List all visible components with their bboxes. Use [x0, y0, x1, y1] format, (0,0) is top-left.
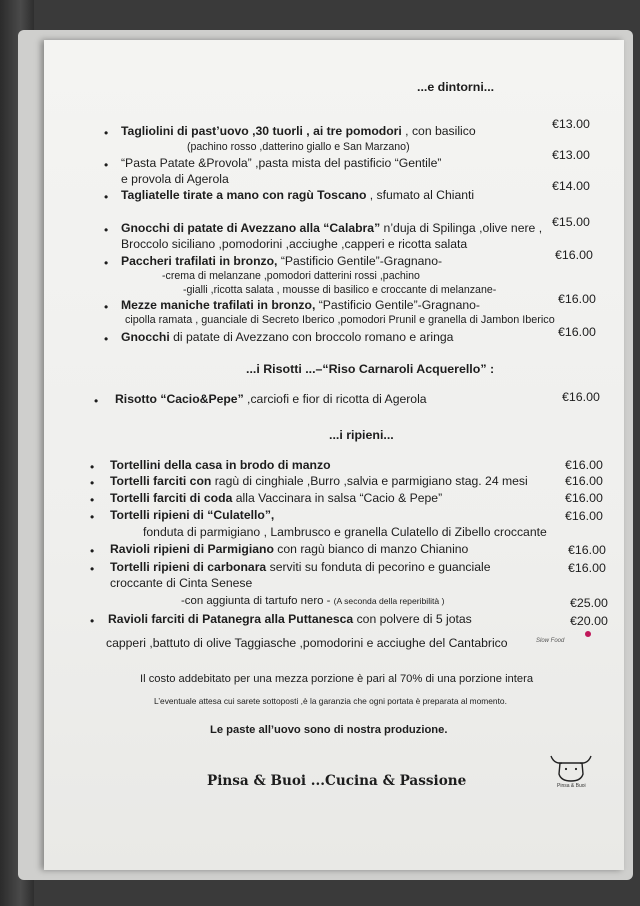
- slow-food-icon: [585, 631, 591, 637]
- price-paccheri: €16.00: [555, 248, 593, 262]
- menu-item-gnocchi-broccolo: Gnocchi di patate di Avezzano con broccolo romano e aringa: [121, 330, 454, 344]
- price-gnocchi-calabra: €15.00: [552, 215, 590, 229]
- price-tortelli-carbonara: €16.00: [568, 561, 606, 575]
- price-tortelli-cinghiale: €16.00: [565, 474, 603, 488]
- sub-paccheri-1: -crema di melanzane ,pomodori datterini rossi ,pachino: [162, 270, 420, 282]
- bullet: •: [104, 300, 109, 314]
- bullet: •: [104, 223, 109, 237]
- price-ravioli-parmigiano: €16.00: [568, 543, 606, 557]
- bullet: •: [90, 614, 95, 628]
- note-attesa: L’eventuale attesa cui sarete sottoposti ,è la garanzia che ogni portata è preparata al momento.: [154, 696, 507, 706]
- menu-item-ravioli-patanegra: Ravioli farciti di Patanegra alla Puttanesca con polvere di 5 jotas: [108, 612, 472, 626]
- menu-item-tortelli-cinghiale: Tortelli farciti con ragù di cinghiale ,Burro ,salvia e parmigiano stag. 24 mesi: [110, 474, 528, 488]
- menu-item-tortelli-culatello: Tortelli ripieni di “Culatello”,: [110, 508, 275, 522]
- price-tagliatelle: €14.00: [552, 179, 590, 193]
- menu-item-ravioli-parmigiano: Ravioli ripieni di Parmigiano con ragù bianco di manzo Chianino: [110, 542, 469, 556]
- section-title-dintorni: ...e dintorni...: [417, 80, 495, 94]
- menu-item-tagliolini: Tagliolini di past’uovo ,30 tuorli , ai tre pomodori , con basilico: [121, 124, 476, 138]
- price-tortelli-coda: €16.00: [565, 491, 603, 505]
- menu-item-tortelli-carbonara: Tortelli ripieni di carbonara serviti su fonduta di pecorino e guanciale: [110, 560, 491, 574]
- bullet: •: [90, 476, 95, 490]
- sub-paccheri-2: -gialli ,ricotta salata , mousse di basilico e croccante di melanzane-: [183, 284, 497, 296]
- section-title-risotti: ...i Risotti ...–“Riso Carnaroli Acquerello” :: [246, 362, 495, 376]
- menu-item-mezze-maniche: Mezze maniche trafilati in bronzo, “Pastificio Gentile”-Gragnano-: [121, 298, 480, 312]
- slogan: Pinsa & Buoi ...Cucina & Passione: [207, 773, 467, 789]
- bullet: •: [104, 190, 109, 204]
- menu-item-tagliatelle: Tagliatelle tirate a mano con ragù Toscano , sfumato al Chianti: [121, 188, 475, 202]
- bullet: •: [94, 394, 99, 408]
- sub-pomodori: (pachino rosso ,datterino giallo e San Marzano): [187, 141, 410, 153]
- bullet: •: [104, 126, 109, 140]
- sub-patanegra: capperi ,battuto di olive Taggiasche ,pomodorini e acciughe del Cantabrico: [106, 636, 508, 650]
- menu-item-tortellini-brodo: Tortellini della casa in brodo di manzo: [110, 458, 331, 472]
- section-title-ripieni: ...i ripieni...: [329, 428, 394, 442]
- price-tortelli-culatello: €16.00: [565, 509, 603, 523]
- sub-mezze: cipolla ramata , guanciale di Secreto Iberico ,pomodori Prunil e granella di Jambon Iberico: [125, 314, 555, 326]
- price-mezze-maniche: €16.00: [558, 292, 596, 306]
- bullet: •: [104, 158, 109, 172]
- price-risotto: €16.00: [562, 390, 600, 404]
- menu-item-tortelli-coda: Tortelli farciti di coda alla Vaccinara in salsa “Cacio & Pepe”: [110, 491, 443, 505]
- menu-item-risotto: Risotto “Cacio&Pepe” ,carciofi e fior di ricotta di Agerola: [115, 392, 427, 406]
- slow-food-label: Slow Food: [536, 638, 565, 644]
- sub-culatello: fonduta di parmigiano , Lambrusco e granella Culatello di Zibello croccante: [143, 525, 547, 539]
- sub-gnocchi-calabra: Broccolo siciliano ,pomodorini ,acciughe ,capperi e ricotta salata: [121, 237, 468, 251]
- menu-item-paccheri: Paccheri trafilati in bronzo, “Pastificio Gentile”-Gragnano-: [121, 254, 443, 268]
- menu-item-pasta-patate: “Pasta Patate &Provola” ,pasta mista del pastificio “Gentile”: [121, 156, 442, 170]
- price-ravioli-patanegra: €20.00: [570, 614, 608, 628]
- sub-provola: e provola di Agerola: [121, 172, 229, 186]
- bullet: •: [90, 460, 95, 474]
- bullet: •: [90, 510, 95, 524]
- bullet: •: [90, 544, 95, 558]
- sub-carbonara: croccante di Cinta Senese: [110, 576, 253, 590]
- bullet: •: [90, 493, 95, 507]
- tartufo-line: -con aggiunta di tartufo nero - (A seconda della reperibilità ): [181, 595, 445, 607]
- note-mezza-porzione: Il costo addebitato per una mezza porzione è pari al 70% di una porzione intera: [140, 673, 534, 685]
- price-pasta-patate: €13.00: [552, 148, 590, 162]
- price-gnocchi-broccolo: €16.00: [558, 325, 596, 339]
- price-tortellini-brodo: €16.00: [565, 458, 603, 472]
- price-tartufo: €25.00: [570, 596, 608, 610]
- bullet: •: [104, 256, 109, 270]
- bullet: •: [90, 562, 95, 576]
- menu-page: [44, 40, 624, 870]
- bullet: •: [104, 332, 109, 346]
- price-tagliolini: €13.00: [552, 117, 590, 131]
- logo-caption: Pinsa & Buoi: [557, 783, 586, 789]
- note-paste-uovo: Le paste all’uovo sono di nostra produzione.: [210, 724, 448, 736]
- menu-item-gnocchi-calabra: Gnocchi di patate di Avezzano alla “Calabra” n’duja di Spilinga ,olive nere ,: [121, 221, 543, 235]
